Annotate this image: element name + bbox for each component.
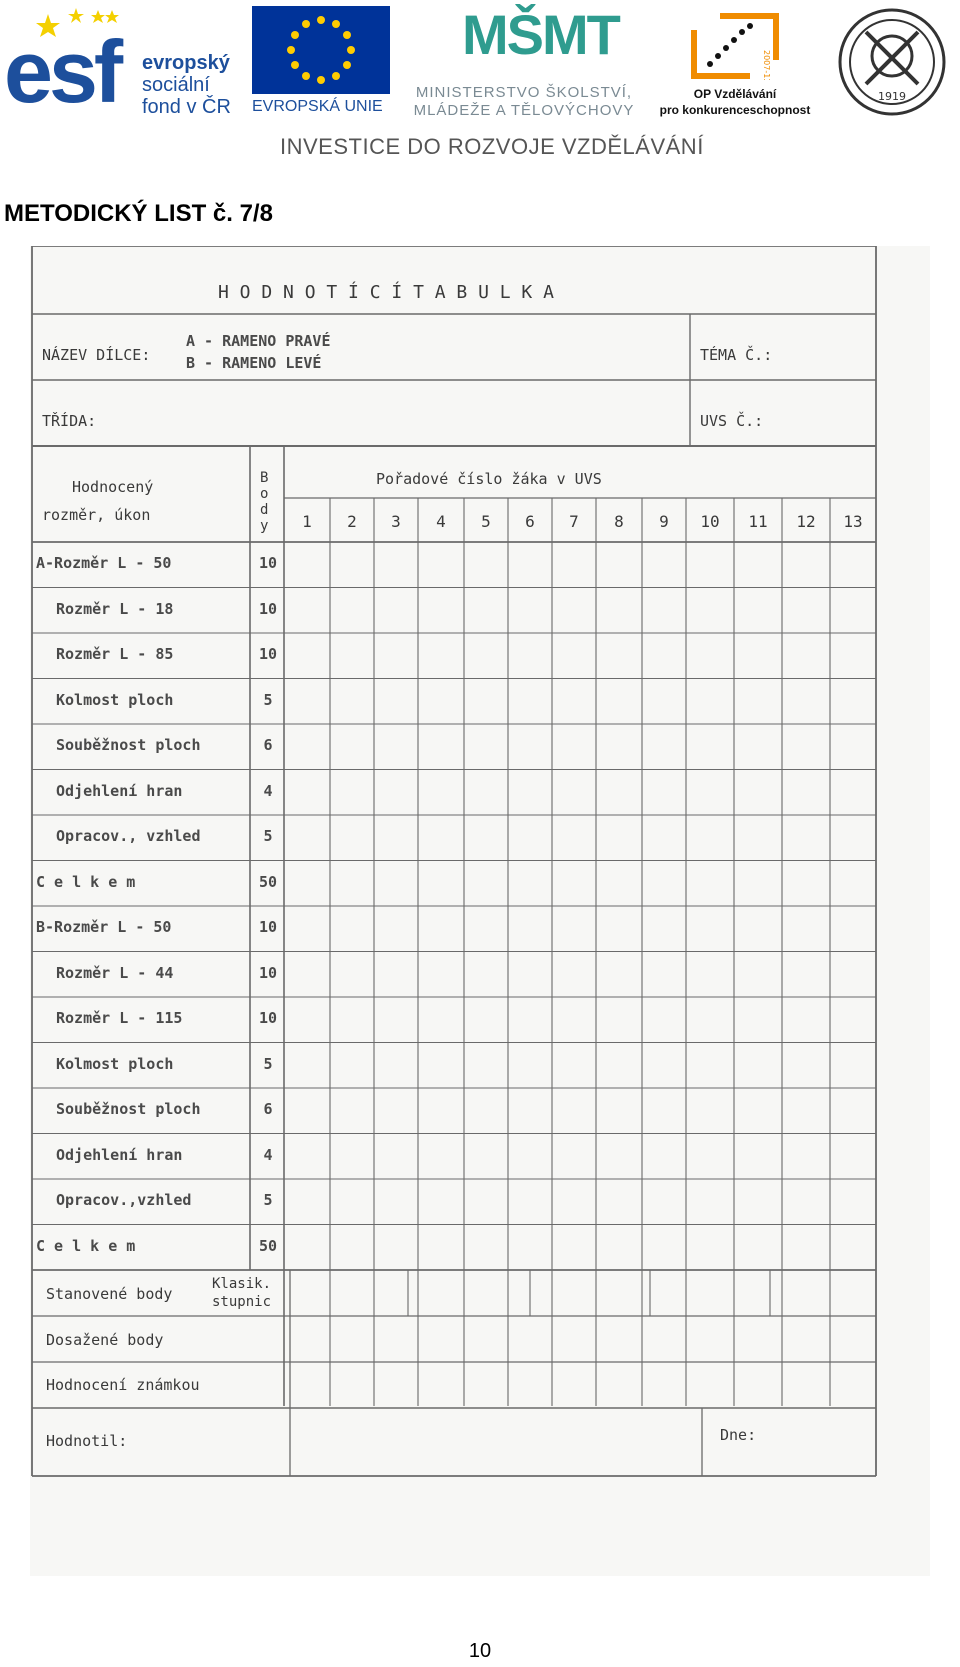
points-header-letter: o — [260, 486, 269, 502]
hodnoceni-label: Hodnocení známkou — [46, 1376, 200, 1394]
form-title: H O D N O T Í C Í T A B U L K A — [218, 282, 554, 303]
school-seal-icon — [836, 6, 948, 118]
op-line-1: OP Vzdělávání — [693, 87, 777, 101]
student-number: 9 — [659, 512, 669, 531]
criterion-label: Rozměr L - 44 — [56, 963, 174, 982]
esf-line-3: fond v ČR — [142, 96, 231, 118]
criterion-points: 4 — [263, 781, 273, 800]
msmt-line-1: MINISTERSTVO ŠKOLSTVÍ, — [415, 84, 633, 101]
student-number: 12 — [796, 512, 816, 531]
criterion-points: 4 — [263, 1145, 273, 1164]
criterion-label: Odjehlení hran — [56, 1145, 183, 1164]
students-header: Pořadové číslo žáka v UVS — [376, 470, 602, 488]
criterion-points: 5 — [263, 827, 273, 845]
evaluation-form — [30, 246, 930, 1576]
klasik-line-2: stupnic — [212, 1294, 272, 1310]
criterion-points: 10 — [258, 1009, 278, 1027]
msmt-line-2: MLÁDEŽE A TĚLOVÝCHOVY — [413, 102, 635, 119]
criterion-points: 6 — [263, 1100, 273, 1118]
criterion-label: Rozměr L - 85 — [56, 645, 174, 663]
student-number: 1 — [302, 512, 312, 531]
criterion-points: 5 — [263, 690, 273, 709]
criterion-points: 5 — [263, 1054, 273, 1073]
msmt-logo-mark: MŠMT — [462, 3, 619, 66]
criterion-label: C e l k e m — [36, 872, 136, 891]
evaluated-header-line-1: Hodnocený — [72, 478, 154, 496]
student-number: 10 — [700, 512, 720, 531]
student-number: 7 — [569, 512, 579, 531]
criterion-label: C e l k e m — [36, 1236, 136, 1255]
criterion-label: Kolmost ploch — [56, 690, 174, 709]
seal-year: 1919 — [878, 90, 906, 103]
criterion-label: A-Rozměr L - 50 — [36, 554, 172, 572]
criterion-label: Kolmost ploch — [56, 1054, 174, 1073]
criterion-label: Souběžnost ploch — [56, 1100, 201, 1118]
points-header-letter: d — [260, 502, 269, 518]
klasik-line-1: Klasik. — [212, 1276, 272, 1292]
hodnotil-label: Hodnotil: — [46, 1432, 128, 1450]
dosazene-label: Dosažené body — [46, 1331, 164, 1349]
criterion-points: 50 — [258, 1236, 278, 1255]
esf-line-1: evropský — [142, 52, 230, 74]
student-number: 2 — [347, 512, 357, 531]
part-name-label: NÁZEV DÍLCE: — [42, 346, 151, 364]
criterion-label: Rozměr L - 18 — [56, 599, 174, 618]
criterion-points: 50 — [258, 872, 278, 891]
op-logo-icon — [690, 10, 780, 80]
criterion-label: Souběžnost ploch — [56, 736, 201, 754]
esf-logo-word: esf — [4, 22, 120, 121]
criterion-label: Rozměr L - 115 — [56, 1009, 183, 1027]
criterion-points: 6 — [263, 736, 273, 754]
eu-caption: EVROPSKÁ UNIE — [252, 98, 383, 115]
student-number: 8 — [614, 512, 624, 531]
points-header-letter: B — [260, 470, 269, 486]
student-number: 3 — [391, 512, 401, 531]
op-years: 2007-13 — [762, 50, 771, 80]
stanovene-label: Stanovené body — [46, 1285, 173, 1303]
page-number: 10 — [468, 1640, 492, 1662]
criterion-points: 10 — [258, 918, 278, 936]
criterion-points: 10 — [258, 599, 278, 618]
op-line-2: pro konkurenceschopnost — [659, 103, 811, 117]
document-title: METODICKÝ LIST č. 7/8 — [4, 200, 273, 227]
esf-logo-text — [142, 52, 231, 118]
eu-flag-icon — [252, 6, 390, 94]
dne-label: Dne: — [720, 1426, 757, 1444]
student-number: 6 — [525, 512, 535, 531]
criterion-points: 5 — [263, 1191, 273, 1209]
topic-label: TÉMA Č.: — [700, 346, 773, 364]
investice-slogan: INVESTICE DO ROZVOJE VZDĚLÁVÁNÍ — [280, 134, 704, 159]
criterion-points: 10 — [258, 963, 278, 982]
student-number: 11 — [748, 512, 768, 531]
evaluated-header-line-2: rozměr, úkon — [42, 506, 151, 524]
criterion-points: 10 — [258, 645, 278, 663]
uvs-label: UVS Č.: — [700, 412, 764, 430]
student-number: 4 — [436, 512, 446, 531]
criterion-points: 10 — [258, 554, 278, 572]
op-logo-text — [650, 86, 820, 118]
student-number: 13 — [843, 512, 863, 531]
student-number: 5 — [481, 512, 491, 531]
class-label: TŘÍDA: — [42, 412, 97, 430]
esf-line-2: sociální — [142, 74, 210, 96]
logo-bar — [0, 0, 960, 159]
part-b-name: B - RAMENO LEVÉ — [186, 354, 322, 372]
criterion-label: Odjehlení hran — [56, 781, 183, 800]
criterion-label: Opracov., vzhled — [56, 827, 201, 845]
points-header-letter: y — [260, 518, 269, 534]
part-a-name: A - RAMENO PRAVÉ — [186, 332, 331, 350]
criterion-label: Opracov.,vzhled — [56, 1191, 192, 1209]
msmt-logo-text — [404, 84, 644, 120]
criterion-label: B-Rozměr L - 50 — [36, 918, 172, 936]
